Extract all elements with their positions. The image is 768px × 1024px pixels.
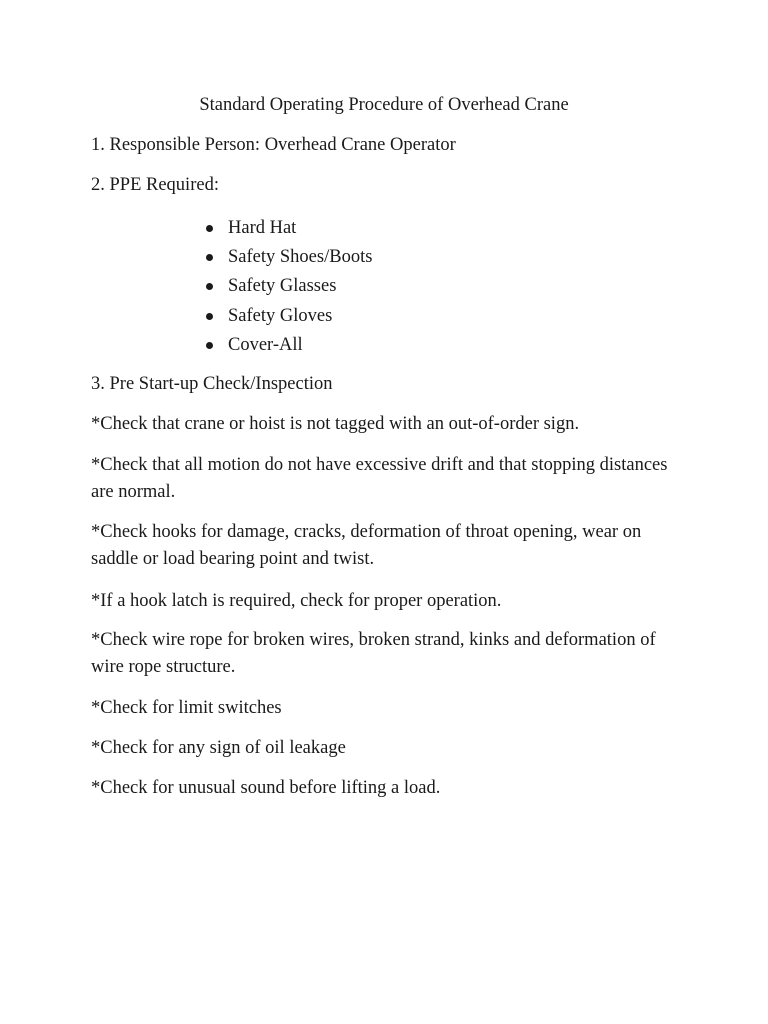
check-item: *Check for unusual sound before lifting a load.	[91, 778, 441, 798]
list-item: Safety Gloves	[206, 302, 372, 331]
check-item: *Check for limit switches	[91, 698, 282, 718]
check-item: *Check wire rope for broken wires, broken strand, kinks and deformation of wire rope structure.	[91, 630, 656, 677]
list-item: Safety Glasses	[206, 272, 372, 301]
bullet-icon	[206, 225, 213, 232]
responsible-person-line: 1. Responsible Person: Overhead Crane Operator	[91, 135, 456, 155]
list-item: Hard Hat	[206, 214, 372, 243]
bullet-icon	[206, 254, 213, 261]
bullet-icon	[206, 342, 213, 349]
ppe-list	[206, 214, 372, 360]
check-item: *If a hook latch is required, check for proper operation.	[91, 591, 502, 611]
list-item: Safety Shoes/Boots	[206, 243, 372, 272]
bullet-icon	[206, 313, 213, 320]
check-item: *Check for any sign of oil leakage	[91, 738, 346, 758]
check-item: *Check that crane or hoist is not tagged with an out-of-order sign.	[91, 414, 580, 434]
ppe-heading: 2. PPE Required:	[91, 175, 219, 195]
check-item: *Check hooks for damage, cracks, deformation of throat opening, wear on saddle or load bearing point and twist.	[91, 522, 642, 569]
document-title: Standard Operating Procedure of Overhead Crane	[199, 95, 569, 115]
list-item: Cover-All	[206, 331, 372, 360]
bullet-icon	[206, 283, 213, 290]
check-item: *Check that all motion do not have excessive drift and that stopping distances are normal.	[91, 455, 668, 502]
inspection-heading: 3. Pre Start-up Check/Inspection	[91, 374, 333, 394]
